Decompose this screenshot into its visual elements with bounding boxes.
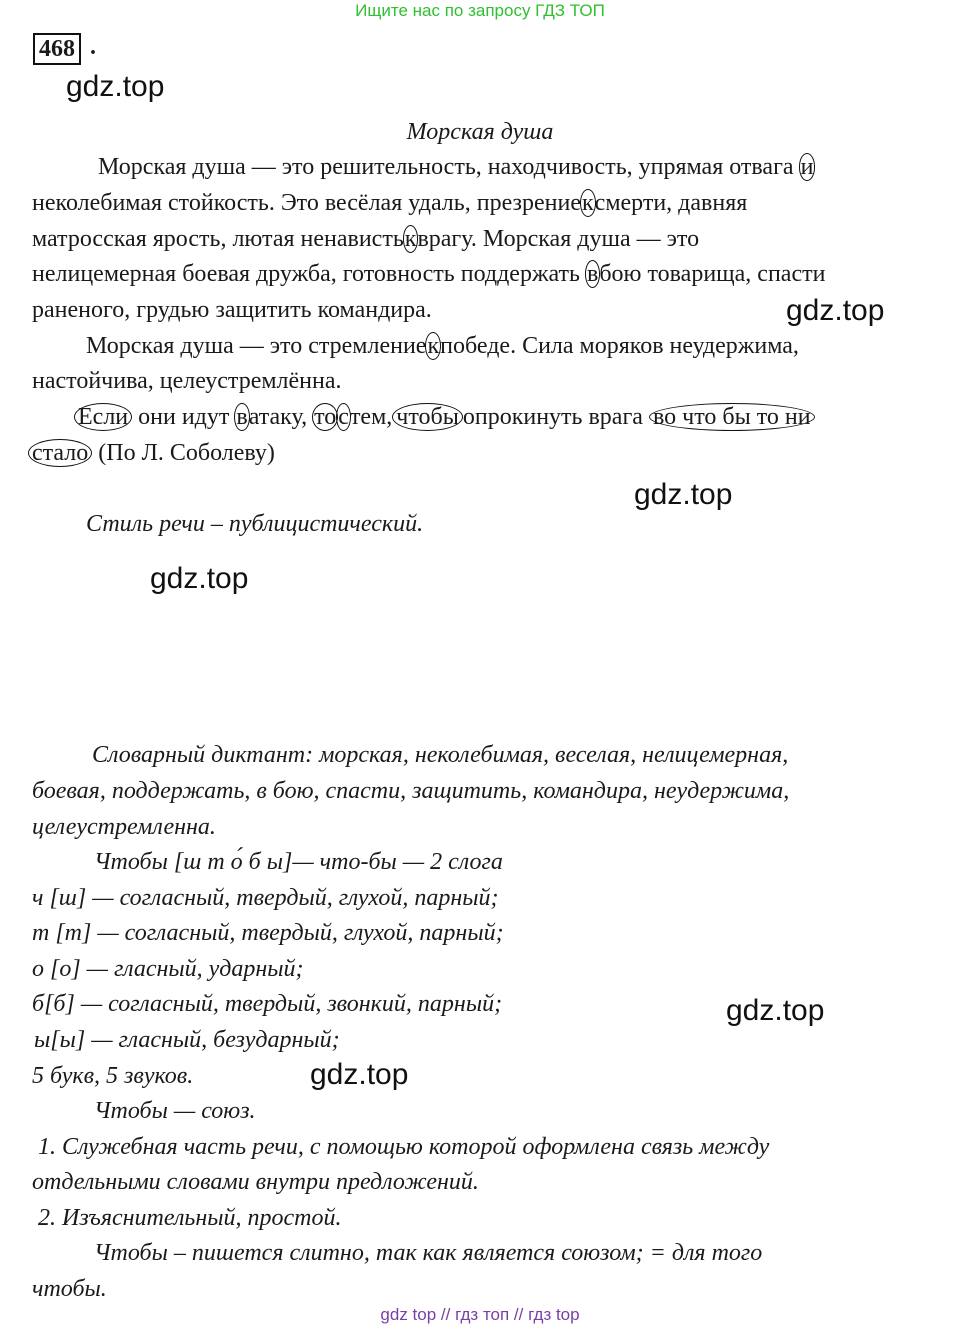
analysis-line: целеустремленна. bbox=[32, 814, 216, 840]
circled-word: с bbox=[338, 404, 349, 430]
circled-word: чтобы bbox=[392, 403, 463, 431]
text-span: Морская душа — это решительность, находчивость, упрямая отвага bbox=[98, 154, 794, 180]
text-line bbox=[98, 152, 814, 182]
analysis-line: 1. Служебная часть речи, с помощью которой оформлена связь между bbox=[38, 1134, 770, 1160]
text-span: нелицемерная боевая дружба, готовность поддержать bbox=[32, 261, 580, 287]
analysis-line: б[б] — согласный, твердый, звонкий, парный; bbox=[32, 991, 503, 1017]
circled-word: стало bbox=[28, 439, 92, 467]
text-span: неколебимая стойкость. Это весёлая удаль, презрение bbox=[32, 190, 581, 216]
analysis-line: 5 букв, 5 звуков. bbox=[32, 1063, 194, 1089]
text-line bbox=[86, 331, 799, 361]
text-span: врагу. Морская душа — это bbox=[417, 226, 700, 252]
analysis-line: т [т] — согласный, твердый, глухой, парный; bbox=[32, 920, 504, 946]
text-span: атаку, bbox=[248, 404, 308, 430]
text-span: опрокинуть врага bbox=[462, 404, 643, 430]
analysis-line: ы[ы] — гласный, безударный; bbox=[34, 1027, 340, 1053]
circled-word: то bbox=[314, 404, 337, 430]
text-line bbox=[28, 438, 275, 468]
circled-word: и bbox=[800, 154, 814, 180]
exercise-number-dot: . bbox=[90, 34, 96, 60]
text-line: раненого, грудью защитить командира. bbox=[32, 297, 432, 323]
text-span: (По Л. Соболеву) bbox=[98, 440, 275, 466]
text-span: они идут bbox=[138, 404, 230, 430]
circled-word: к bbox=[427, 333, 440, 359]
text-span: матросская ярость, лютая ненависть bbox=[32, 226, 404, 252]
circled-word: к bbox=[582, 190, 594, 216]
analysis-line: боевая, поддержать, в бою, спасти, защитить, командира, неудержима, bbox=[32, 778, 790, 804]
text-span: Морская душа — это стремление bbox=[86, 333, 427, 359]
text-line bbox=[32, 188, 747, 218]
text-line bbox=[32, 224, 699, 254]
text-line: настойчива, целеустремлённа. bbox=[32, 368, 342, 394]
analysis-line: Чтобы [ш т о́ б ы]— что-бы — 2 слога bbox=[94, 849, 503, 875]
circled-word: к bbox=[404, 226, 417, 252]
watermark: gdz.top bbox=[310, 1058, 409, 1091]
analysis-line: о [о] — гласный, ударный; bbox=[32, 956, 304, 982]
text-span: бою товарища, спасти bbox=[599, 261, 826, 287]
watermark: gdz.top bbox=[634, 478, 733, 511]
analysis-line: ч [ш] — согласный, твердый, глухой, парный; bbox=[32, 885, 499, 911]
text-span: тем, bbox=[349, 404, 393, 430]
analysis-line: 2. Изъяснительный, простой. bbox=[38, 1205, 342, 1231]
footer: gdz top // гдз топ // гдз top bbox=[380, 1305, 580, 1324]
text-line bbox=[74, 402, 815, 432]
watermark: gdz.top bbox=[66, 70, 165, 103]
circled-word: Если bbox=[74, 403, 132, 431]
analysis-line: Чтобы – пишется слитно, так как является союзом; = для того bbox=[94, 1240, 763, 1266]
watermark: gdz.top bbox=[150, 562, 249, 595]
text-title: Морская душа bbox=[406, 119, 554, 145]
text-span: победе. Сила моряков неудержима, bbox=[440, 333, 799, 359]
analysis-line: Словарный диктант: морская, неколебимая, веселая, нелицемерная, bbox=[92, 742, 789, 768]
circled-word: во что бы то ни bbox=[649, 403, 815, 431]
circled-word: в bbox=[587, 261, 599, 287]
top-banner: Ищите нас по запросу ГДЗ ТОП bbox=[355, 1, 605, 20]
watermark: gdz.top bbox=[786, 294, 885, 327]
exercise-number: 468 bbox=[33, 33, 81, 65]
style-note: Стиль речи – публицистический. bbox=[86, 511, 424, 537]
circled-word: в bbox=[236, 404, 248, 430]
analysis-line: Чтобы — союз. bbox=[94, 1098, 256, 1124]
text-line bbox=[32, 259, 825, 289]
analysis-line: чтобы. bbox=[32, 1276, 107, 1302]
analysis-line: отдельными словами внутри предложений. bbox=[32, 1169, 479, 1195]
watermark: gdz.top bbox=[726, 994, 825, 1027]
text-span: смерти, давняя bbox=[594, 190, 748, 216]
